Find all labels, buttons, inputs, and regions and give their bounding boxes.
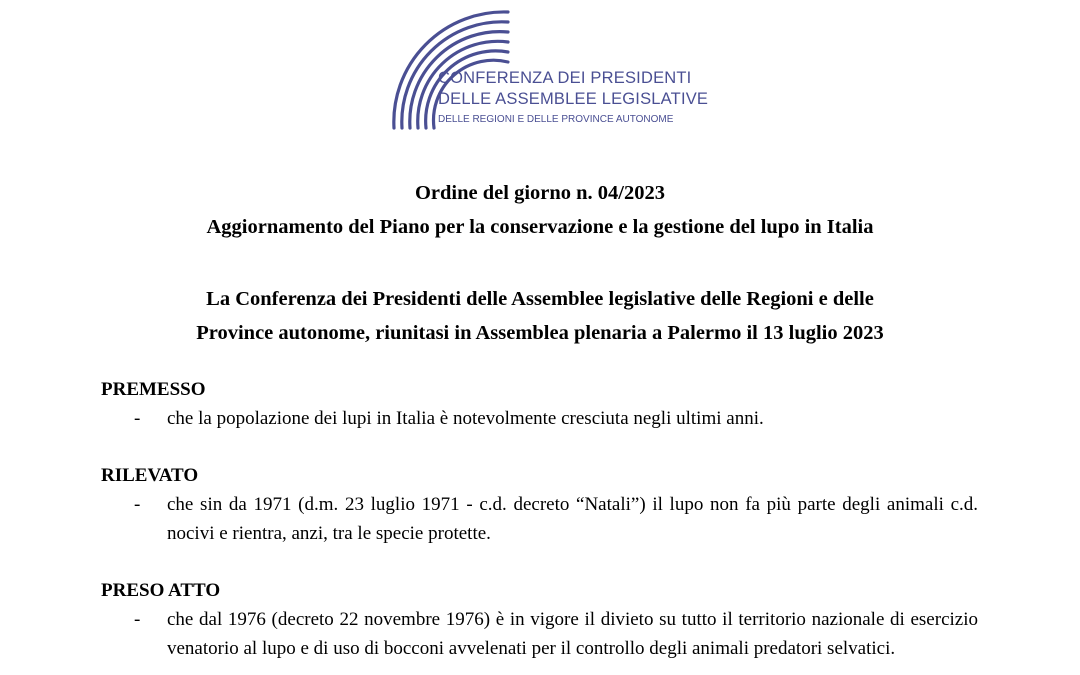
conference-logo bbox=[368, 2, 728, 134]
item-text: che dal 1976 (decreto 22 novembre 1976) è in vigore il divieto su tutto il territorio nazionale di esercizio venatorio al lupo e di uso di bocconi avvelenati per il controllo degli animali predatori selvatici. bbox=[167, 609, 978, 659]
section-heading-rilevato: RILEVATO bbox=[101, 465, 199, 486]
list-item bbox=[101, 490, 978, 548]
org-name-line1: CONFERENZA DEI PRESIDENTI bbox=[438, 69, 692, 87]
intro-line1: La Conferenza dei Presidenti delle Assemblee legislative delle Regioni e delle bbox=[206, 288, 874, 310]
list-item bbox=[101, 404, 978, 433]
bullet-dash: - bbox=[134, 494, 141, 515]
document-title bbox=[0, 176, 1080, 244]
section-heading-premesso: PREMESSO bbox=[101, 379, 206, 400]
bullet-dash: - bbox=[134, 408, 141, 429]
intro-line2: Province autonome, riunitasi in Assemblea plenaria a Palermo il 13 luglio 2023 bbox=[196, 322, 884, 344]
bullet-dash: - bbox=[134, 609, 141, 630]
logo-text bbox=[438, 68, 708, 127]
item-text: che la popolazione dei lupi in Italia è notevolmente cresciuta negli ultimi anni. bbox=[167, 408, 764, 429]
org-name-line3: DELLE REGIONI E DELLE PROVINCE AUTONOME bbox=[438, 114, 674, 125]
title-line1: Ordine del giorno n. 04/2023 bbox=[414, 182, 665, 204]
list-item bbox=[101, 605, 978, 663]
intro-statement bbox=[0, 282, 1080, 350]
title-line2: Aggiornamento del Piano per la conservazione e la gestione del lupo in Italia bbox=[206, 216, 874, 238]
section-heading-preso-atto: PRESO ATTO bbox=[101, 580, 221, 601]
item-text: che sin da 1971 (d.m. 23 luglio 1971 - c.d. decreto “Natali”) il lupo non fa più parte degli animali c.d. nocivi e rientra, anzi, tra le specie protette. bbox=[167, 494, 978, 544]
org-name-line2: DELLE ASSEMBLEE LEGISLATIVE bbox=[438, 90, 709, 108]
